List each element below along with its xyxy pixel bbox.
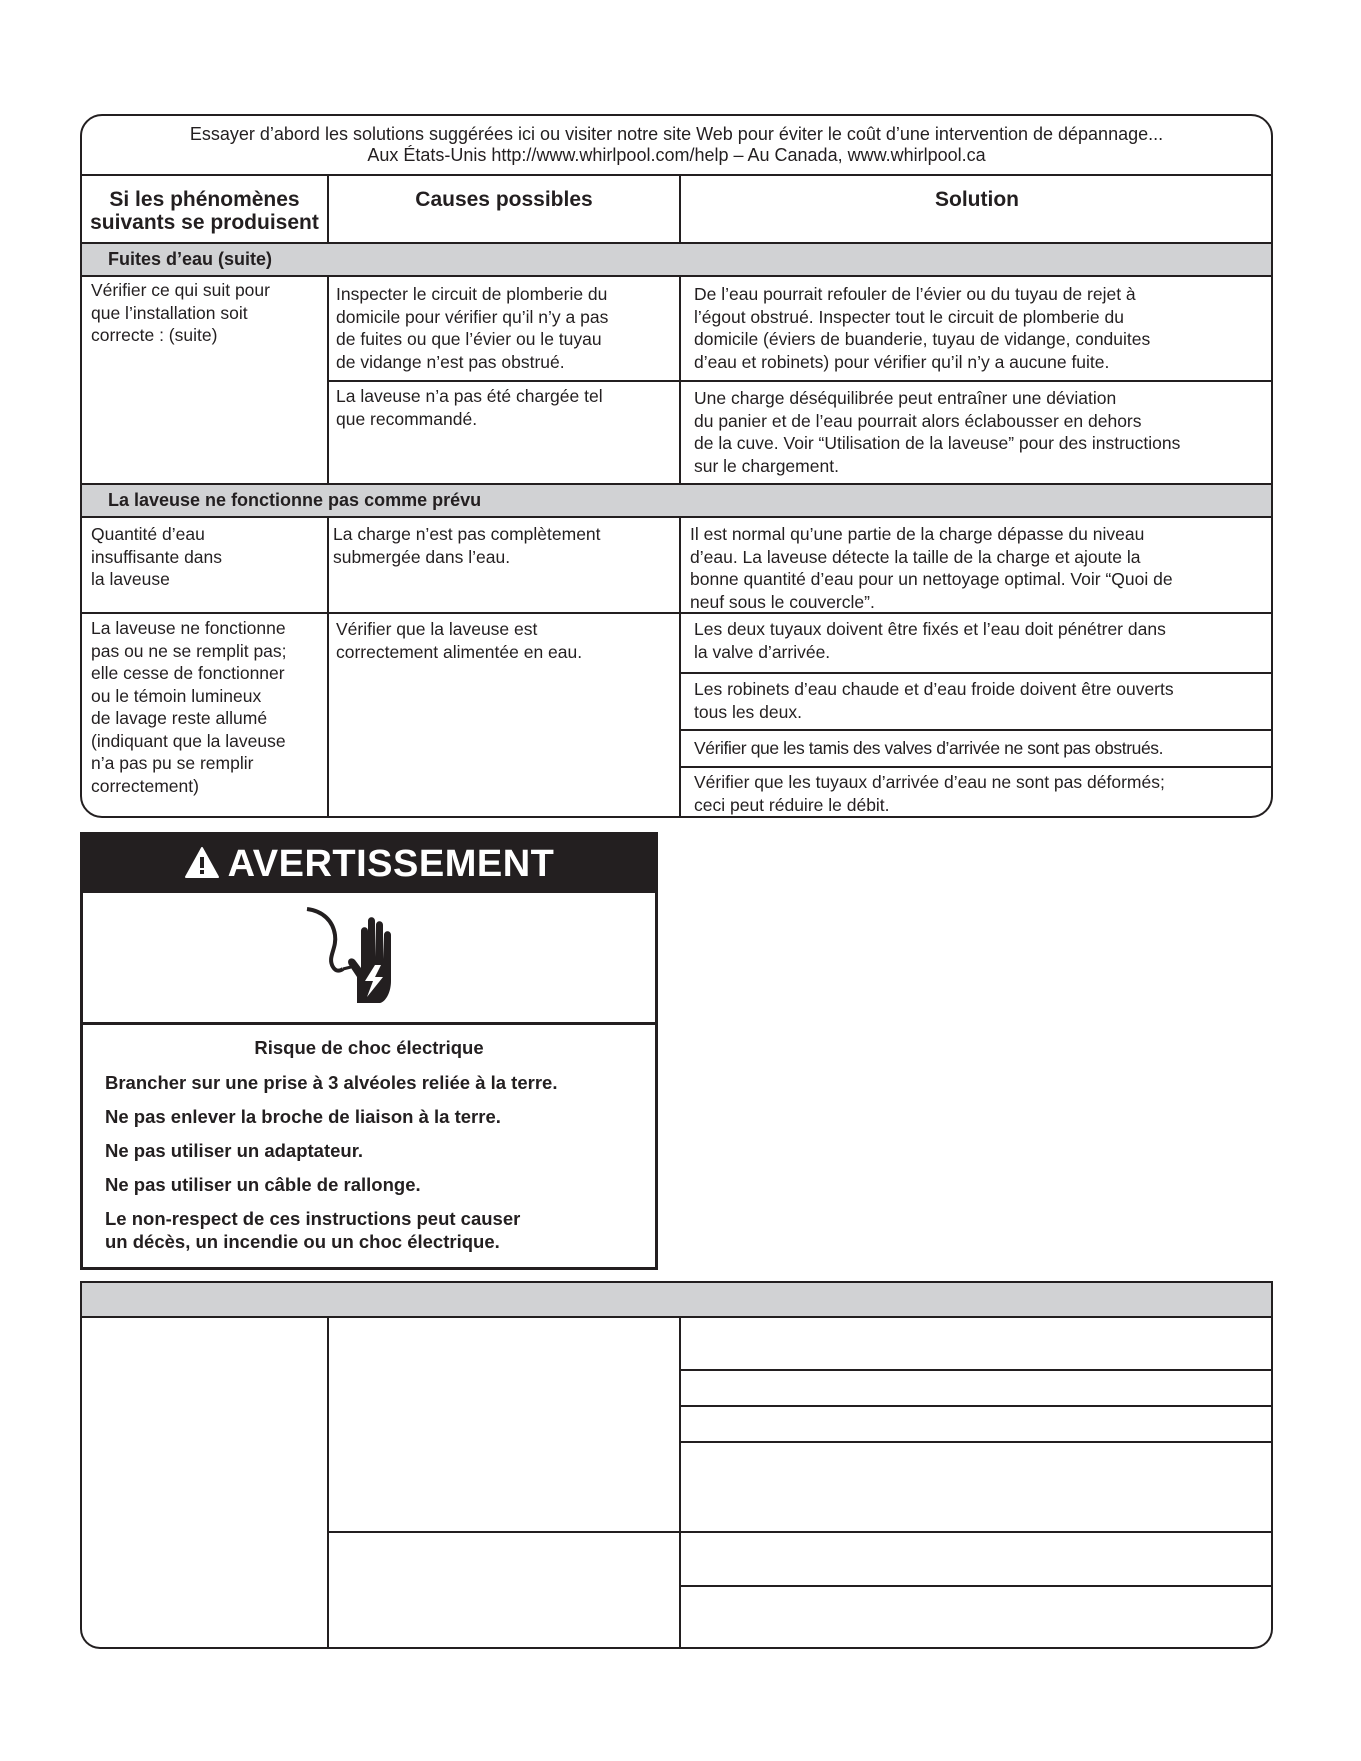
text-line: la laveuse — [91, 569, 170, 589]
warning-consequence — [83, 1207, 655, 1253]
divider — [82, 612, 1273, 614]
text-line: La laveuse n’a pas été chargée tel — [336, 386, 603, 406]
text-line: correcte : (suite) — [91, 325, 218, 345]
leaks-solution-1 — [694, 283, 1150, 373]
text-line: Vérifier ce qui suit pour — [91, 280, 270, 300]
section-washer-not-working: La laveuse ne fonctionne pas comme prévu — [82, 483, 1271, 518]
warning-line-extension: Ne pas utiliser un câble de rallonge. — [105, 1174, 421, 1195]
header-phenomena-line-2: suivants se produisent — [90, 211, 319, 234]
text-line: Vérifier que les tuyaux d’arrivée d’eau ne sont pas déformés; — [694, 772, 1165, 792]
warning-pictogram — [83, 893, 655, 1025]
text-line: de lavage reste allumé — [91, 708, 268, 728]
divider — [679, 766, 1273, 768]
fill-solution-4 — [694, 771, 1165, 816]
text-line: insuffisante dans — [91, 546, 223, 567]
text-line: De l’eau pourrait refouler de l’évier ou du tuyau de rejet à — [694, 284, 1136, 304]
text-line: La charge n’est pas complètement — [333, 524, 601, 544]
text-line: d’eau et robinets) pour vérifier qu’il n’y a aucune fuite. — [694, 351, 1110, 372]
text-line: ceci peut réduire le débit. — [694, 794, 890, 815]
electric-shock-hand-icon — [305, 905, 405, 1015]
water-phenomenon — [91, 523, 222, 591]
text-line: neuf sous le couvercle”. — [690, 591, 875, 612]
intro-banner — [82, 116, 1271, 176]
text-line: de vidange n’est pas obstrué. — [336, 351, 565, 372]
text-line: que l’installation soit — [91, 302, 248, 323]
text-line: Vérifier que les tamis des valves d’arrivée ne sont pas obstrués. — [694, 738, 1164, 758]
warning-line-ground: Brancher sur une prise à 3 alvéoles reliée à la terre. — [105, 1072, 558, 1093]
header-causes: Causes possibles — [415, 188, 593, 211]
divider — [679, 516, 681, 818]
leaks-cause-2 — [336, 385, 603, 430]
text-line: l’égout obstrué. Inspecter tout le circuit de plomberie du — [694, 306, 1124, 327]
lower-table-section-bar — [82, 1281, 1271, 1318]
divider — [327, 1318, 329, 1649]
header-solution: Solution — [935, 188, 1019, 211]
text-line: d’eau. La laveuse détecte la taille de la charge et ajoute la — [690, 546, 1141, 567]
text-line: du panier et de l’eau pourrait alors éclabousser en dehors — [694, 410, 1142, 431]
divider — [679, 1369, 1273, 1371]
text-line: domicile (éviers de buanderie, tuyau de vidange, conduites — [694, 329, 1151, 349]
fill-solution-1 — [694, 618, 1166, 663]
warning-heading: AVERTISSEMENT — [227, 843, 555, 885]
text-line: Vérifier que la laveuse est — [336, 619, 538, 639]
fill-phenomenon — [91, 617, 287, 797]
text-line: Les deux tuyaux doivent être fixés et l’eau doit pénétrer dans — [694, 619, 1166, 639]
text-line: Il est normal qu’une partie de la charge dépasse du niveau — [690, 524, 1145, 544]
divider — [327, 1531, 1273, 1533]
divider — [679, 729, 1273, 731]
text-line: correctement) — [91, 775, 199, 796]
text-line: correctement alimentée en eau. — [336, 641, 583, 662]
warning-body — [83, 1025, 655, 1253]
text-line: sur le chargement. — [694, 455, 839, 476]
divider — [679, 1441, 1273, 1443]
text-line: de la cuve. Voir “Utilisation de la laveuse” pour des instructions — [694, 433, 1181, 453]
text-line: que recommandé. — [336, 408, 478, 429]
text-line: domicile pour vérifier qu’il n’y a pas — [336, 306, 609, 327]
text-line: Quantité d’eau — [91, 524, 205, 544]
text-line: la valve d’arrivée. — [694, 641, 831, 662]
text-line: de fuites ou que l’évier ou le tuyau — [336, 329, 602, 349]
divider — [327, 380, 1273, 382]
leaks-solution-2 — [694, 387, 1180, 477]
warning-box — [80, 832, 658, 1270]
text-line: ou le témoin lumineux — [91, 685, 262, 706]
fill-solution-3 — [694, 737, 1163, 760]
troubleshooting-table — [80, 114, 1273, 818]
lower-table — [80, 1281, 1273, 1649]
divider — [679, 1405, 1273, 1407]
header-phenomena — [82, 176, 327, 244]
header-phenomena-line-1: Si les phénomènes — [109, 188, 300, 211]
text-line: La laveuse ne fonctionne — [91, 618, 286, 638]
water-solution — [690, 523, 1173, 613]
leaks-phenomenon — [91, 279, 270, 347]
text-line: n’a pas pu se remplir — [91, 753, 254, 773]
text-line: pas ou ne se remplit pas; — [91, 640, 287, 661]
warning-line-pin: Ne pas enlever la broche de liaison à la terre. — [105, 1106, 501, 1127]
text-line: Une charge déséquilibrée peut entraîner une déviation — [694, 388, 1117, 408]
divider — [327, 176, 329, 244]
text-line: bonne quantité d’eau pour un nettoyage optimal. Voir “Quoi de — [690, 569, 1173, 589]
intro-line-1: Essayer d’abord les solutions suggérées ici ou visiter notre site Web pour éviter le coût d’une intervention de dépannage... — [189, 124, 1164, 144]
warning-line-adapter: Ne pas utiliser un adaptateur. — [105, 1140, 364, 1161]
text-line: un décès, un incendie ou un choc électrique. — [105, 1231, 500, 1252]
section-water-leaks: Fuites d’eau (suite) — [82, 242, 1271, 277]
warning-triangle-icon — [184, 838, 220, 896]
divider — [327, 516, 329, 818]
text-line: elle cesse de fonctionner — [91, 663, 285, 683]
water-cause — [333, 523, 601, 568]
fill-cause — [336, 618, 582, 663]
text-line: (indiquant que la laveuse — [91, 730, 286, 751]
warning-title: Risque de choc électrique — [254, 1037, 484, 1058]
text-line: submergée dans l’eau. — [333, 546, 511, 567]
intro-line-2: Aux États-Unis http://www.whirlpool.com/help – Au Canada, www.whirlpool.ca — [367, 145, 986, 165]
text-line: Inspecter le circuit de plomberie du — [336, 284, 608, 304]
text-line: Le non-respect de ces instructions peut causer — [105, 1208, 521, 1229]
divider — [679, 1318, 681, 1649]
divider — [679, 1585, 1273, 1587]
text-line: Les robinets d’eau chaude et d’eau froide doivent être ouverts — [694, 679, 1174, 699]
text-line: tous les deux. — [694, 701, 802, 722]
fill-solution-2 — [694, 678, 1174, 723]
warning-header — [83, 835, 655, 893]
divider — [679, 672, 1273, 674]
divider — [679, 176, 681, 244]
leaks-cause-1 — [336, 283, 608, 373]
